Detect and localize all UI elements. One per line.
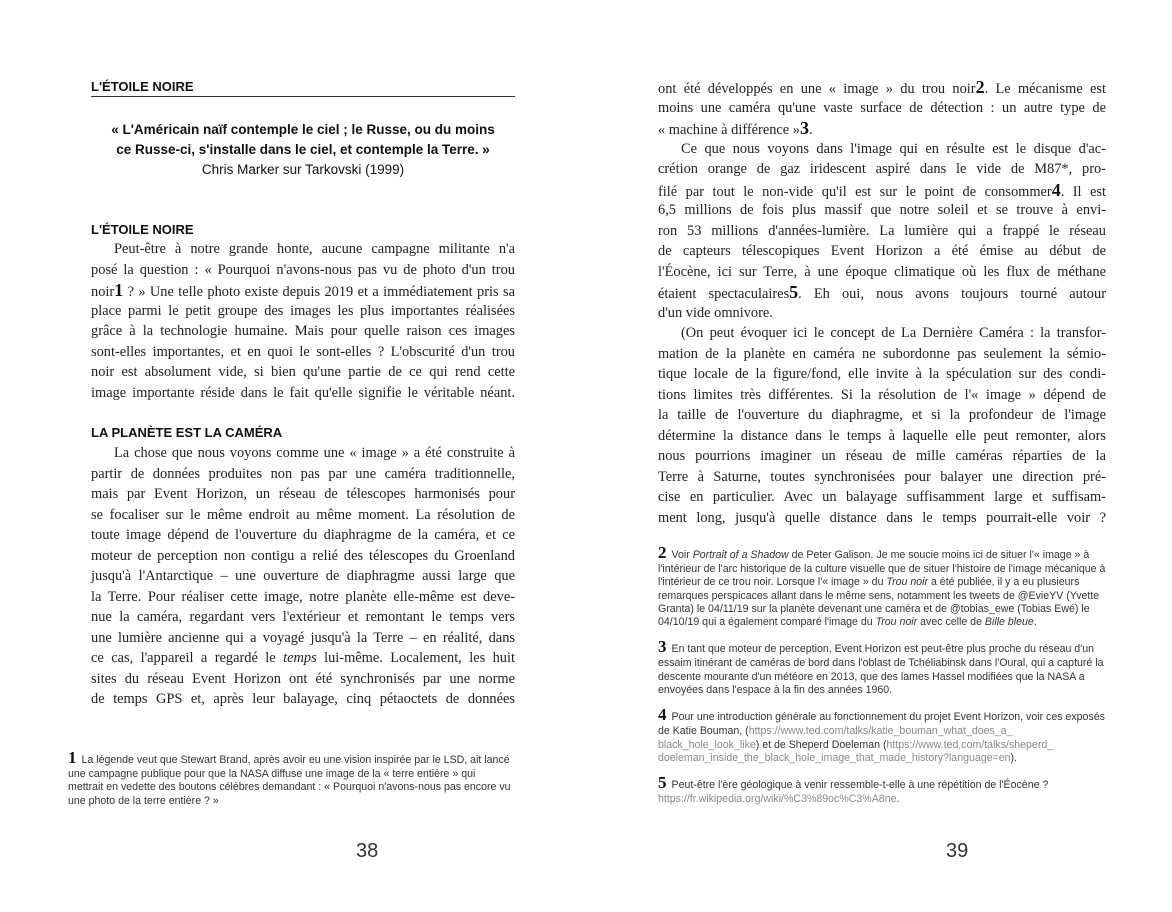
text-line xyxy=(91,484,515,505)
text: En tant que moteur de perception, Event Horizon est peut-être plus proche du réseau d'un essaim itinérant de caméras de bord dans l'oblast de Tchéliabinsk dans l'Oural, qui a capturé la descente mourante d'un météore en 2013, que des lames Hassel modifiées que la NASA a envoyées dans l'espace à la fin des années 1960. xyxy=(658,643,1104,697)
footnote xyxy=(658,705,1108,765)
text-line xyxy=(658,364,1106,385)
text: tions limites très différentes. Si la résolution de l'« image » dépend de xyxy=(658,386,1106,403)
footnote-reference: 1 xyxy=(114,280,124,300)
text: . xyxy=(1033,616,1037,629)
text-line xyxy=(91,648,515,669)
text-line xyxy=(658,282,1106,303)
text-line xyxy=(91,383,515,404)
text: nous pourrions imaginer un réseau de mille caméras réparties de la xyxy=(658,448,1106,464)
text: Peut-être à notre grande honte, aucune campagne militante n'a xyxy=(114,241,515,257)
running-head: L'ÉTOILE NOIRE xyxy=(91,79,515,97)
text-line xyxy=(91,607,515,628)
text: l'Éocène, ici sur Terre, à une époque climatique où les flux de méthane xyxy=(658,263,1106,280)
text: crétion orange de gaz iridescent aspiré dans le vide de M87*, pro- xyxy=(658,161,1106,177)
url-link[interactable]: https://www.ted.com/talks/sheperd_ doeleman_inside_the_black_hole_image_that_made_history?language=en xyxy=(658,738,1054,764)
text-line xyxy=(658,467,1106,488)
text: ? » Une telle photo existe depuis 2019 et a immédiatement pris sa xyxy=(123,284,515,300)
section-heading: L'ÉTOILE NOIRE xyxy=(91,222,194,237)
text: . Eh oui, nous avons toujours tourné autour xyxy=(798,286,1106,302)
text: nue la caméra, regardant vers l'extérieur et remontant le temps vers xyxy=(91,609,515,625)
text: une lumière ancienne qui a voyagé jusqu'à la Terre – en réalité, dans xyxy=(91,629,515,646)
text: cise en particulier. Avec un balayage suffisamment large et suffisam- xyxy=(658,489,1106,505)
italic-text: temps xyxy=(283,650,317,666)
text-line xyxy=(658,405,1106,426)
url-link[interactable]: https://fr.wikipedia.org/wiki/%C3%89oc%C3%A8ne xyxy=(658,793,897,806)
text: tique locale de la figure/fond, elle invite à la spéculation sur des condi- xyxy=(658,366,1106,382)
section-heading: LA PLANÈTE EST LA CAMÉRA xyxy=(91,425,283,440)
text: ce cas, l'appareil a regardé le xyxy=(91,650,284,666)
text: étaient spectaculaires xyxy=(658,286,790,302)
text: mation de la planète en caméra ne subordonne pas seulement la sémio- xyxy=(658,345,1106,362)
text-line xyxy=(658,118,1106,139)
text: a été publiée, il y a eu plusieurs remarques perspicaces allant dans le même sens, notamment les tweets de @EvieYV (Yvette Granta) le 04/11/19 sur la planète devenant une caméra et de @tobias_ewe (Tobias Ewé) le 04/10/19 qui a également comparé l'image du xyxy=(658,576,1100,629)
text-line xyxy=(658,487,1106,508)
text-line xyxy=(658,241,1106,262)
text-line xyxy=(91,546,515,567)
footnote-number: 5 xyxy=(658,773,667,793)
text: Pour une introduction générale au fonctionnement du projet Event Horizon, voir ces exposés de Katie Bouman, ( xyxy=(658,711,1105,738)
text: image importante réside dans le fait qu'elle signifie le véritable néant. xyxy=(91,384,515,401)
italic-text: Trou noir xyxy=(875,616,918,629)
text-line xyxy=(658,200,1106,221)
footnote-number: 4 xyxy=(658,705,667,725)
text: partir de données produites non pas par une caméra traditionnelle, xyxy=(91,465,515,482)
text-line xyxy=(658,139,1106,160)
italic-text: Portrait of a Shadow xyxy=(692,549,789,561)
text: la taille de l'ouverture du diaphragme, et si la profondeur de l'image xyxy=(658,407,1106,423)
text: ). xyxy=(1010,751,1017,764)
footnotes xyxy=(68,748,512,816)
text: ) et de Sheperd Doeleman ( xyxy=(755,738,887,751)
footnote-reference: 3 xyxy=(799,118,809,138)
body-paragraph xyxy=(658,77,1106,139)
epigraph-quote-line: « L'Américain naïf contemple le ciel ; le Russe, ou du moins xyxy=(111,122,495,137)
text-line xyxy=(658,262,1106,283)
text: 6,5 millions de fois plus massif que notre soleil et se trouve à envi- xyxy=(658,202,1106,218)
text: moteur de perception non contigu a relié des télescopes du Groenland xyxy=(91,547,515,564)
text: avec celle de xyxy=(917,616,985,629)
text-line xyxy=(91,301,515,322)
footnote-number: 1 xyxy=(68,748,77,767)
text-line xyxy=(658,323,1106,344)
text-line xyxy=(91,443,515,464)
text: mais par Event Horizon, un réseau de télescopes harmonisés pour xyxy=(91,486,515,502)
text-line xyxy=(91,587,515,608)
body-paragraph xyxy=(658,323,1106,528)
text: de capteurs télescopiques Event Horizon a été émise au début de xyxy=(658,243,1106,259)
text: de temps GPS et, après leur balayage, cinq pétaoctets de données xyxy=(91,691,515,707)
text: . Il est xyxy=(1060,183,1106,200)
text-line xyxy=(91,239,515,260)
text: Peut-être l'ère géologique à venir ressemble-t-elle à une répétition de l'Éocène ? xyxy=(671,779,1049,792)
text: filé par tout le non-vide qu'il est sur le point de consommer xyxy=(658,183,1052,200)
right-page xyxy=(586,0,1172,912)
text: posé la question : « Pourquoi n'avons-nous pas vu de photo d'un trou xyxy=(91,261,515,278)
text-line xyxy=(658,159,1106,180)
text-line xyxy=(91,669,515,690)
footnote xyxy=(658,773,1108,806)
text-line xyxy=(91,689,515,710)
text: sites du réseau Event Horizon ont été synchronisés par une norme xyxy=(91,670,515,687)
text-line xyxy=(91,464,515,485)
text-line xyxy=(658,446,1106,467)
text: la Terre. Pour réaliser cette image, notre planète elle-même est deve- xyxy=(91,588,515,605)
text: jusqu'à l'Antarctique – une ouverture de diaphragme aussi large que xyxy=(91,568,515,584)
epigraph xyxy=(91,120,515,180)
text: lui-même. Localement, les huit xyxy=(316,650,515,666)
text: d'un vide omnivore. xyxy=(658,304,773,321)
page-number: 39 xyxy=(946,840,969,862)
text-line xyxy=(658,77,1106,98)
text-line xyxy=(91,342,515,363)
text-line xyxy=(91,566,515,587)
text-line xyxy=(91,628,515,649)
text-line xyxy=(658,385,1106,406)
footnote-reference: 4 xyxy=(1051,179,1061,200)
footnote-reference: 2 xyxy=(975,77,985,97)
text: place parmi le petit groupe des images les plus importantes réalisées xyxy=(91,302,515,319)
footnote-reference: 5 xyxy=(789,282,799,302)
footnote xyxy=(658,543,1108,629)
text: moins une caméra qu'une vaste surface de détection : un autre type de xyxy=(658,99,1106,116)
text-line xyxy=(658,180,1106,201)
text: noir est absolument vide, si bien qu'une partie de ce qui rend cette xyxy=(91,364,515,380)
text-line xyxy=(658,508,1106,529)
text-line xyxy=(91,505,515,526)
text: Ce que nous voyons dans l'image qui en résulte est le disque d'ac- xyxy=(681,140,1106,157)
text-line xyxy=(91,321,515,342)
text: La chose que nous voyons comme une « image » a été construite à xyxy=(114,445,515,461)
text: « machine à différence » xyxy=(658,122,800,138)
text-line xyxy=(91,280,515,301)
page-number: 38 xyxy=(356,840,379,862)
footnotes xyxy=(658,543,1108,815)
text: toute image dépend de l'ouverture du diaphragme de la caméra, et ce xyxy=(91,527,515,543)
footnote-number: 3 xyxy=(658,637,667,657)
text: ment long, jusqu'à quelle distance dans le temps pourrait-elle voir ? xyxy=(658,509,1106,526)
text: . xyxy=(808,122,813,138)
text: (On peut évoquer ici le concept de La Dernière Caméra : la transfor- xyxy=(681,325,1106,341)
text-line xyxy=(658,98,1106,119)
italic-text: Bille bleue xyxy=(984,616,1034,629)
url-link[interactable]: https://www.ted.com/talks/katie_bouman_what_does_a_ black_hole_look_like xyxy=(658,725,1013,751)
text: sont-elles importantes, et en quoi le sont-elles ? L'obscurité d'un trou xyxy=(91,343,515,360)
body-paragraph xyxy=(658,139,1106,324)
text: grâce à la technologie humaine. Mais pour quelle raison ces images xyxy=(91,323,515,339)
text-line xyxy=(91,260,515,281)
italic-text: Trou noir xyxy=(886,576,929,589)
text: noir xyxy=(91,284,115,300)
body-paragraph xyxy=(91,443,515,710)
text-line xyxy=(91,362,515,383)
epigraph-quote-line: ce Russe-ci, s'installe dans le ciel, et contemple la Terre. » xyxy=(116,142,490,157)
text: ron 53 millions d'années-lumière. La lumière qui a frappé le réseau xyxy=(658,222,1106,239)
epigraph-author: Chris Marker sur Tarkovski (1999) xyxy=(201,162,405,177)
text-line xyxy=(91,525,515,546)
text: ont été développés en une « image » du trou noir xyxy=(658,81,976,97)
text-line xyxy=(658,344,1106,365)
footnote-number: 2 xyxy=(658,543,667,562)
text: détermine la distance dans le temps à laquelle elle peut remonter, alors xyxy=(658,427,1106,444)
text-line xyxy=(658,221,1106,242)
text: Voir xyxy=(671,549,693,561)
text: Terre à Saturne, toutes synchronisées pour balayer une direction pré- xyxy=(658,468,1106,485)
text: . xyxy=(896,793,900,806)
body-paragraph xyxy=(91,239,515,403)
text: se focaliser sur le même endroit au même moment. La résolution de xyxy=(91,506,515,523)
footnote xyxy=(68,748,512,808)
text: La légende veut que Stewart Brand, après avoir eu une vision inspirée par le LSD, ait lancé une campagne publique pour que la NASA diffuse une image de la « terre entière » qui mettrait en vedette des boutons célèbres demandant : « Pourquoi n'avons-nous pas encore vu une photo de la terre entière ? » xyxy=(68,754,511,807)
text-line xyxy=(658,303,1106,324)
text: . Le mécanisme est xyxy=(984,81,1106,97)
text: de Peter Galison. Je me soucie moins ici de situer l'« image » à l'intérieur de l'arc historique de la culture visuelle que de situer l'histoire de l'image mécanique à l'intérieur de ce trou noir. Lorsque l'« image » du xyxy=(658,549,1106,589)
footnote xyxy=(658,637,1108,697)
text-line xyxy=(658,426,1106,447)
